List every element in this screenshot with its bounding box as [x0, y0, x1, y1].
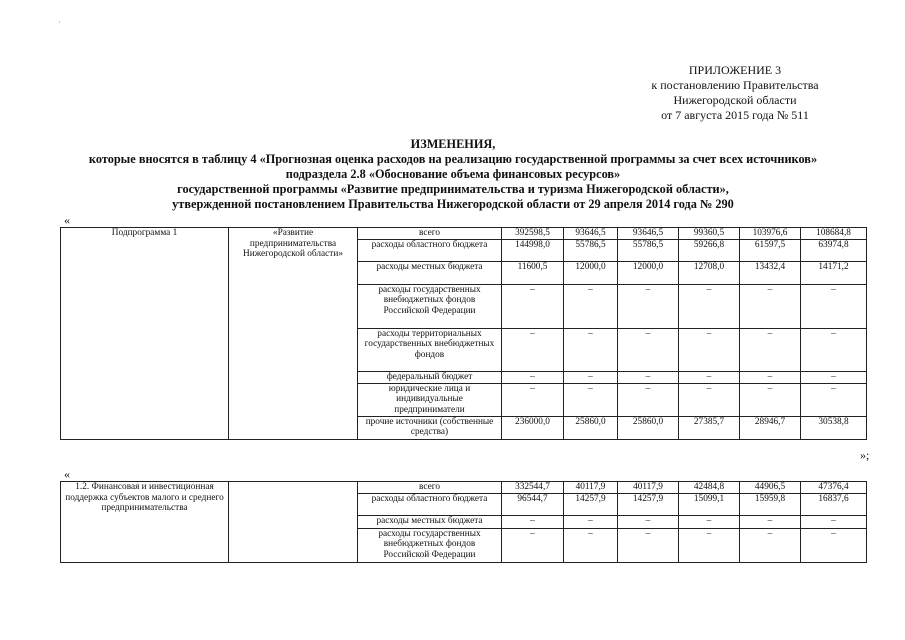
amount-cell: 40117,9	[618, 482, 679, 494]
funding-source-cell: расходы государственных внебюджетных фондов Российской Федерации	[358, 284, 502, 328]
amount-cell: 63974,8	[801, 239, 867, 261]
expenditure-table-2	[60, 481, 867, 563]
amount-cell: 25860,0	[618, 416, 679, 439]
amount-cell: 93646,5	[564, 228, 618, 240]
title-line: государственной программы «Развитие предпринимательства и туризма Нижегородской области»,	[177, 182, 729, 196]
amount-cell: –	[502, 528, 564, 562]
amount-cell: 93646,5	[618, 228, 679, 240]
amount-cell: 14257,9	[618, 493, 679, 515]
document-title	[40, 137, 866, 212]
amount-cell: –	[740, 528, 801, 562]
annex-line: Нижегородской области	[673, 93, 797, 107]
amount-cell: –	[679, 328, 740, 371]
amount-cell: 59266,8	[679, 239, 740, 261]
amount-cell: –	[564, 371, 618, 383]
amount-cell: –	[740, 328, 801, 371]
amount-cell: –	[618, 383, 679, 416]
scan-speck: ·	[58, 18, 61, 27]
amount-cell: 99360,5	[679, 228, 740, 240]
open-quote: «	[64, 213, 70, 227]
program-name-cell: «Развитие предпринимательства Нижегородской области»	[229, 228, 358, 440]
funding-source-cell: федеральный бюджет	[358, 371, 502, 383]
close-quote: »;	[860, 448, 870, 462]
amount-cell: –	[801, 528, 867, 562]
amount-cell: 144998,0	[502, 239, 564, 261]
amount-cell: –	[679, 284, 740, 328]
annex-date: от 7 августа 2015 года № 511	[661, 108, 809, 122]
amount-cell: –	[801, 383, 867, 416]
funding-source-cell: прочие источники (собственные средства)	[358, 416, 502, 439]
amount-cell: –	[564, 515, 618, 528]
title-line: подраздела 2.8 «Обоснование объема финансовых ресурсов»	[285, 167, 621, 181]
amount-cell: 27385,7	[679, 416, 740, 439]
amount-cell: 42484,8	[679, 482, 740, 494]
amount-cell: 11600,5	[502, 261, 564, 284]
amount-cell: –	[679, 383, 740, 416]
amount-cell: –	[564, 528, 618, 562]
amount-cell: –	[740, 284, 801, 328]
title-line: утвержденной постановлением Правительства Нижегородской области от 29 апреля 2014 года № 290	[172, 197, 734, 211]
amount-cell: –	[679, 371, 740, 383]
amount-cell: –	[801, 284, 867, 328]
subprogram-name-cell: 1.2. Финансовая и инвестиционная поддержка субъектов малого и среднего предпринимательства	[61, 482, 229, 563]
funding-source-cell: расходы областного бюджета	[358, 493, 502, 515]
amount-cell: –	[679, 528, 740, 562]
funding-source-cell: юридические лица и индивидуальные предприниматели	[358, 383, 502, 416]
amount-cell: 12000,0	[618, 261, 679, 284]
funding-source-cell: расходы территориальных государственных внебюджетных фондов	[358, 328, 502, 371]
amount-cell: 103976,6	[740, 228, 801, 240]
amount-cell: –	[502, 515, 564, 528]
amount-cell: –	[618, 284, 679, 328]
annex-block	[610, 63, 860, 123]
amount-cell: 14257,9	[564, 493, 618, 515]
amount-cell: 14171,2	[801, 261, 867, 284]
amount-cell: 12000,0	[564, 261, 618, 284]
amount-cell: 15099,1	[679, 493, 740, 515]
amount-cell: –	[502, 371, 564, 383]
funding-source-cell: расходы местных бюджета	[358, 261, 502, 284]
amount-cell: –	[564, 383, 618, 416]
amount-cell: –	[502, 328, 564, 371]
amount-cell: 236000,0	[502, 416, 564, 439]
amount-cell: –	[801, 371, 867, 383]
amount-cell: 28946,7	[740, 416, 801, 439]
amount-cell: 96544,7	[502, 493, 564, 515]
program-name-cell	[229, 482, 358, 563]
amount-cell: –	[801, 515, 867, 528]
amount-cell: –	[618, 371, 679, 383]
amount-cell: –	[740, 515, 801, 528]
amount-cell: 332544,7	[502, 482, 564, 494]
annex-title: ПРИЛОЖЕНИЕ 3	[688, 63, 782, 77]
amount-cell: 30538,8	[801, 416, 867, 439]
amount-cell: –	[679, 515, 740, 528]
amount-cell: 108684,8	[801, 228, 867, 240]
amount-cell: 55786,5	[564, 239, 618, 261]
amount-cell: 44906,5	[740, 482, 801, 494]
amount-cell: 55786,5	[618, 239, 679, 261]
amount-cell: 40117,9	[564, 482, 618, 494]
annex-line: к постановлению Правительства	[651, 78, 819, 92]
amount-cell: –	[740, 383, 801, 416]
subprogram-name-cell: Подпрограмма 1	[61, 228, 229, 440]
amount-cell: –	[564, 284, 618, 328]
title-line: которые вносятся в таблицу 4 «Прогнозная оценка расходов на реализацию государственной программы за счет всех источников»	[88, 152, 818, 166]
amount-cell: 25860,0	[564, 416, 618, 439]
amount-cell: 47376,4	[801, 482, 867, 494]
amount-cell: 61597,5	[740, 239, 801, 261]
amount-cell: –	[618, 328, 679, 371]
funding-source-cell: расходы государственных внебюджетных фондов Российской Федерации	[358, 528, 502, 562]
amount-cell: –	[740, 371, 801, 383]
amount-cell: 12708,0	[679, 261, 740, 284]
funding-source-cell: всего	[358, 482, 502, 494]
amount-cell: –	[618, 528, 679, 562]
funding-source-cell: расходы областного бюджета	[358, 239, 502, 261]
title-heading: ИЗМЕНЕНИЯ,	[410, 137, 496, 151]
table-row	[61, 228, 867, 240]
funding-source-cell: расходы местных бюджета	[358, 515, 502, 528]
funding-source-cell: всего	[358, 228, 502, 240]
amount-cell: –	[618, 515, 679, 528]
amount-cell: –	[502, 284, 564, 328]
amount-cell: 15959,8	[740, 493, 801, 515]
amount-cell: –	[502, 383, 564, 416]
amount-cell: 392598,5	[502, 228, 564, 240]
amount-cell: 13432,4	[740, 261, 801, 284]
amount-cell: –	[801, 328, 867, 371]
amount-cell: –	[564, 328, 618, 371]
open-quote: «	[64, 467, 70, 481]
amount-cell: 16837,6	[801, 493, 867, 515]
table-row	[61, 482, 867, 494]
expenditure-table-1	[60, 227, 867, 440]
